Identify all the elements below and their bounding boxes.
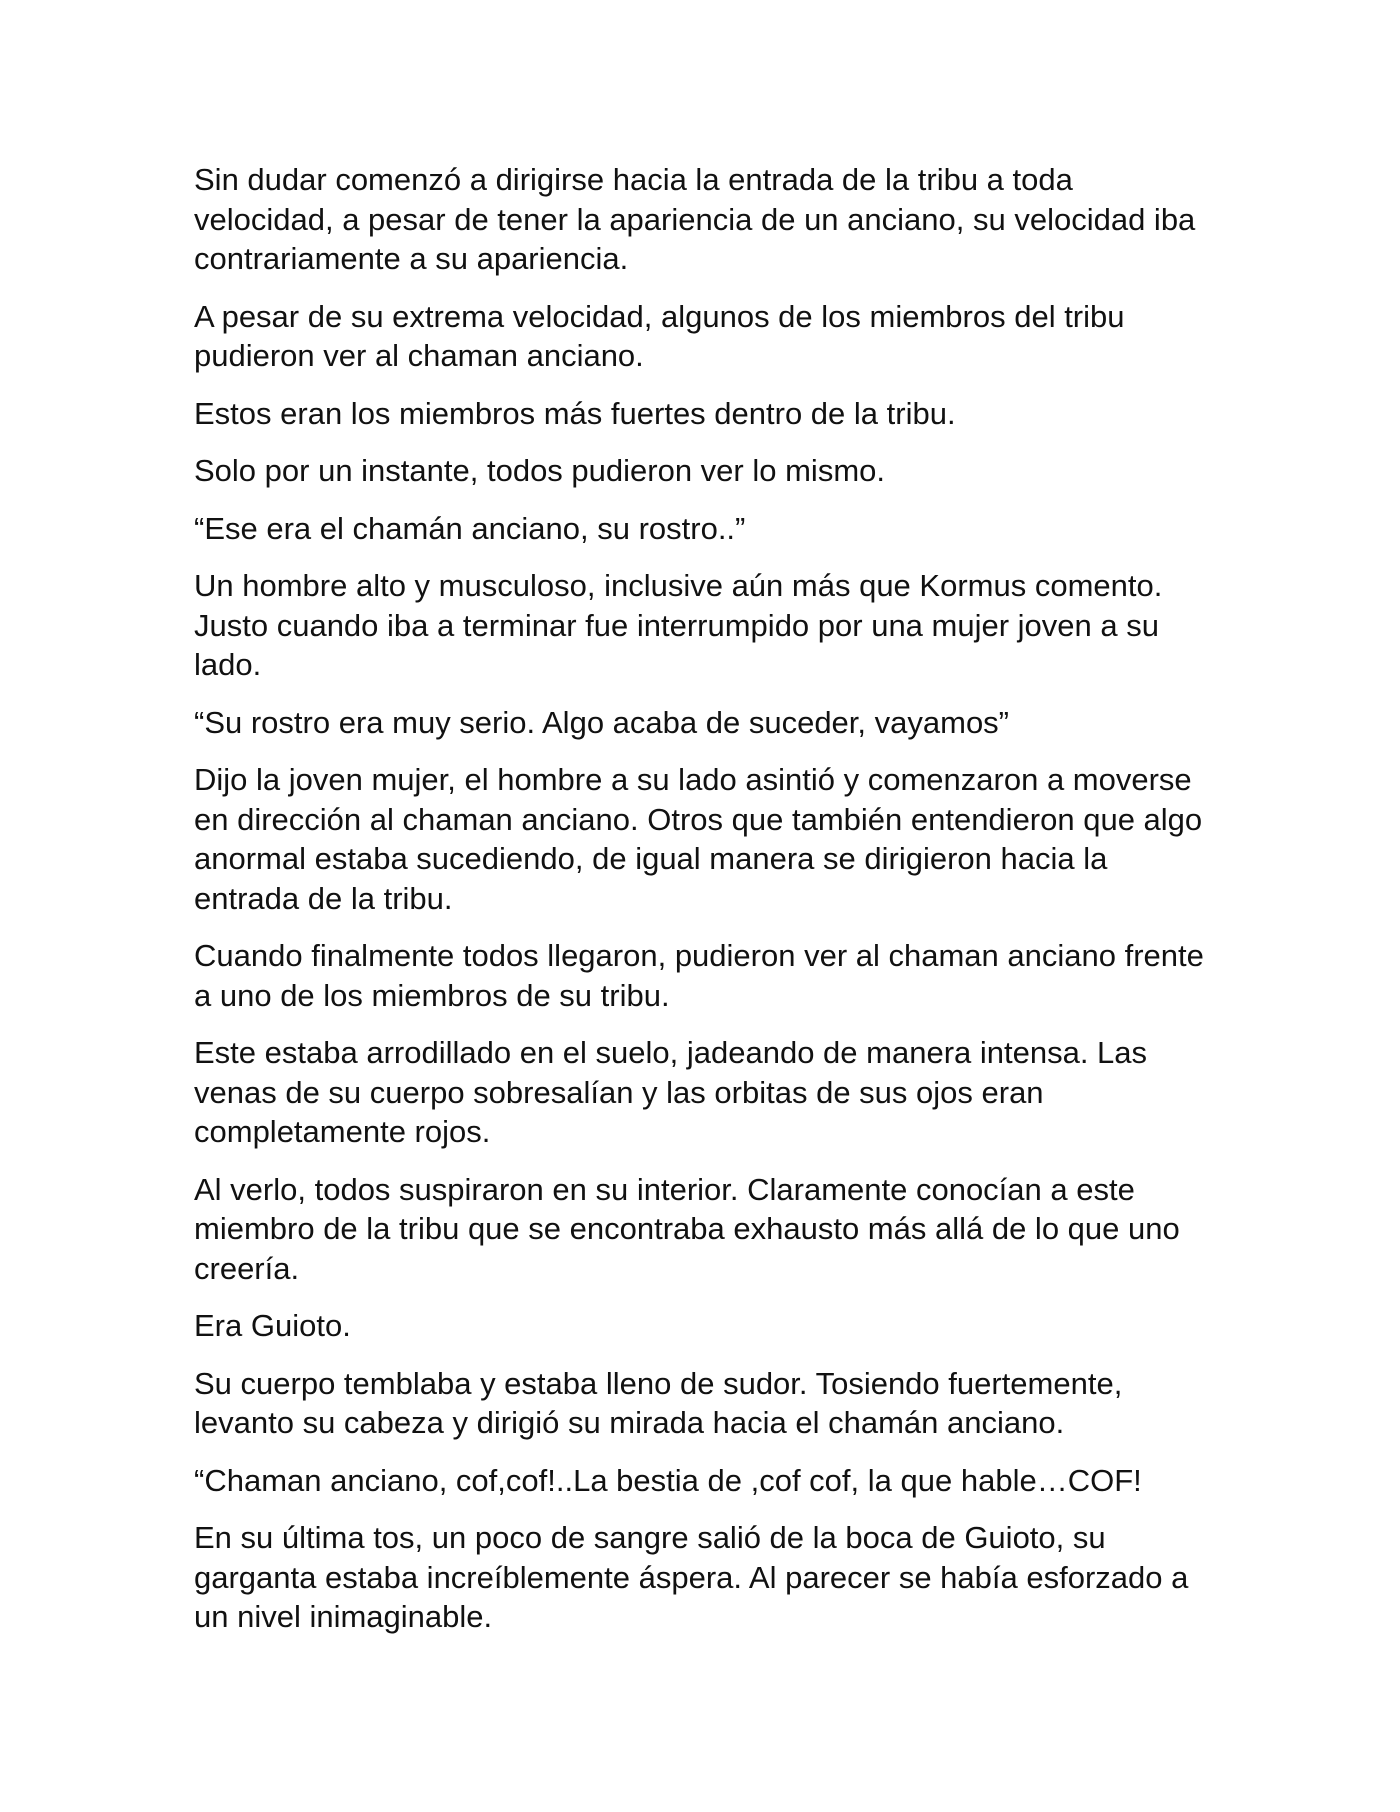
paragraph-9: Cuando finalmente todos llegaron, pudieron ver al chaman anciano frente a uno de los miembros de su tribu.: [194, 938, 1204, 1013]
paragraph-12: Era Guioto.: [194, 1308, 351, 1343]
paragraph-2: A pesar de su extrema velocidad, algunos de los miembros del tribu pudieron ver al chaman anciano.: [194, 298, 1125, 373]
paragraph-7: “Su rostro era muy serio. Algo acaba de suceder, vayamos”: [194, 704, 1010, 740]
paragraph-11: Al verlo, todos suspiraron en su interior. Claramente conocían a este miembro de la tribu que se encontraba exhausto más allá de lo que uno creería.: [194, 1171, 1180, 1286]
paragraph-15: En su última tos, un poco de sangre salió de la boca de Guioto, su garganta estaba increíblemente áspera. Al parecer se había esforzado a un nivel inimaginable.: [194, 1520, 1189, 1634]
paragraph-4: Solo por un instante, todos pudieron ver lo mismo.: [194, 453, 885, 488]
paragraph-1: Sin dudar comenzó a dirigirse hacia la entrada de la tribu a toda velocidad, a pesar de tener la apariencia de un anciano, su velocidad iba contrariamente a su apariencia.: [194, 162, 1196, 276]
paragraph-5: “Ese era el chamán anciano, su rostro..”: [194, 510, 746, 546]
paragraph-8: Dijo la joven mujer, el hombre a su lado asintió y comenzaron a moverse en dirección al chaman anciano. Otros que también entendieron que algo anormal estaba sucediendo, de igual manera se dirigieron hacia la entrada de la tribu.: [194, 762, 1203, 916]
paragraph-3: Estos eran los miembros más fuertes dentro de la tribu.: [194, 395, 956, 431]
paragraph-10: Este estaba arrodillado en el suelo, jadeando de manera intensa. Las venas de su cuerpo sobresalían y las orbitas de sus ojos eran completamente rojos.: [194, 1035, 1148, 1149]
document-body: [194, 160, 1214, 1655]
paragraph-13: Su cuerpo temblaba y estaba lleno de sudor. Tosiendo fuertemente, levanto su cabeza y dirigió su mirada hacia el chamán anciano.: [194, 1365, 1123, 1440]
paragraph-6: Un hombre alto y musculoso, inclusive aún más que Kormus comento. Justo cuando iba a terminar fue interrumpido por una mujer joven a su lado.: [194, 568, 1163, 682]
paragraph-14: “Chaman anciano, cof,cof!..La bestia de ,cof cof, la que hable…COF!: [194, 1462, 1142, 1498]
